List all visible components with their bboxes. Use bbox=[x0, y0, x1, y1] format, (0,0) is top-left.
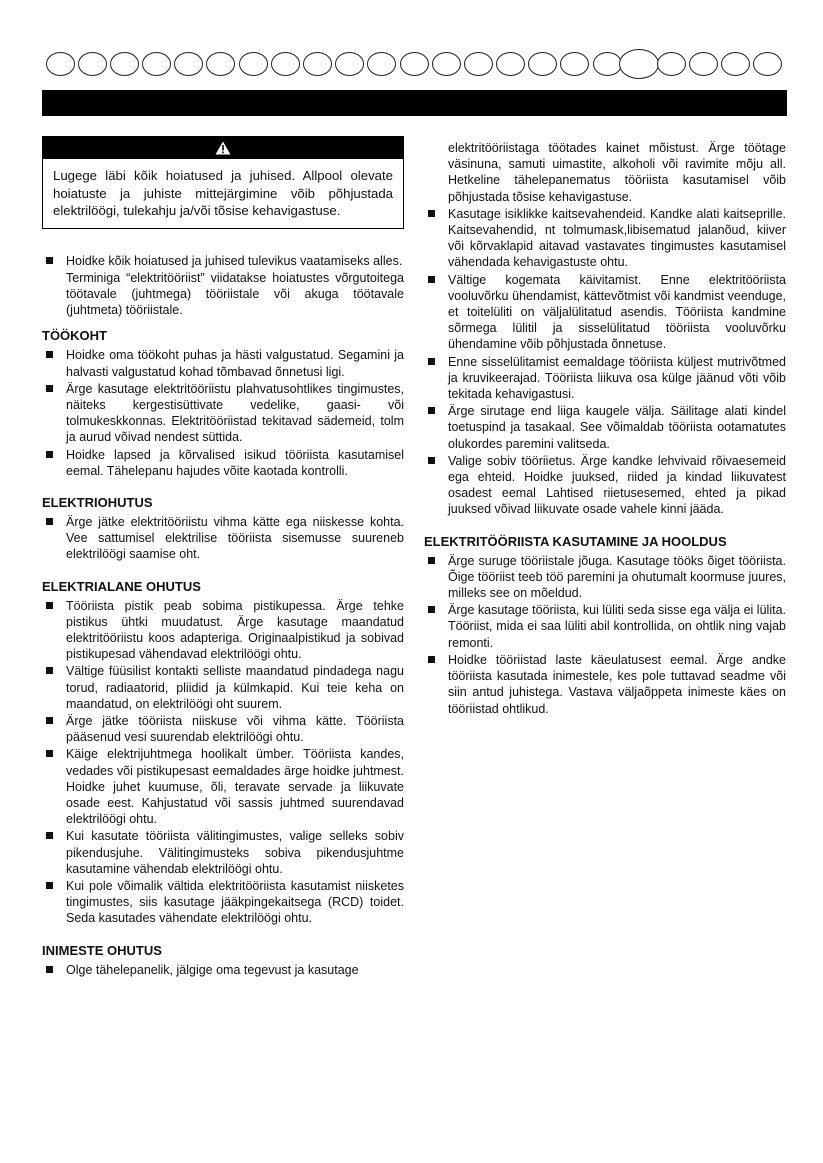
warning-box bbox=[42, 136, 404, 229]
language-oval bbox=[174, 52, 203, 76]
bullet-square-icon bbox=[46, 518, 53, 525]
language-oval bbox=[78, 52, 107, 76]
language-oval bbox=[271, 52, 300, 76]
list-item bbox=[42, 746, 404, 827]
bullet-square-icon bbox=[46, 602, 53, 609]
language-oval bbox=[619, 49, 659, 79]
list-item bbox=[424, 206, 786, 271]
language-oval bbox=[335, 52, 364, 76]
list-item-text: Kasutage isiklikke kaitsevahendeid. Kandke alati kaitseprille. Kaitsevahendid, nt tolmumask,libisematud jalanõud, kiiver või kõrvaklapid aitavad vastavates tingimustes kasutamisel vähendada kehavigastuste ohtu. bbox=[448, 206, 786, 270]
language-selector-strip bbox=[44, 52, 784, 80]
bullet-square-icon bbox=[46, 832, 53, 839]
language-oval bbox=[142, 52, 171, 76]
section-title: ELEKTRIOHUTUS bbox=[42, 494, 153, 510]
right-section-items bbox=[424, 553, 786, 717]
list-item bbox=[42, 962, 404, 978]
bullet-square-icon bbox=[428, 276, 435, 283]
section-title: TÖÖKOHT bbox=[42, 328, 107, 344]
language-oval bbox=[593, 52, 622, 76]
list-item-text: Hoidke oma töökoht puhas ja hästi valgustatud. Segamini ja halvasti valgustatud kohad tõmbavad õnnetusi ligi. bbox=[66, 348, 404, 379]
list-item bbox=[42, 663, 404, 712]
list-item-text: Ärge sirutage end liiga kaugele välja. Säilitage alati kindel toetuspind ja tasakaal. See võimaldab tööriista ootamatutes olukordes paremini valitseda. bbox=[448, 404, 786, 451]
list-item bbox=[42, 514, 404, 563]
section-title: ELEKTRIALANE OHUTUS bbox=[42, 578, 201, 594]
language-oval bbox=[753, 52, 782, 76]
language-oval bbox=[400, 52, 429, 76]
list-item-text: Olge tähelepanelik, jälgige oma tegevust ja kasutage bbox=[66, 962, 359, 977]
list-item bbox=[424, 553, 786, 602]
header-bar bbox=[42, 90, 787, 116]
list-item-text: Ärge suruge tööriistale jõuga. Kasutage tööks õiget tööriista. Õige tööriist teeb töö paremini ja ohutumalt koormuse juures, milleks see on mõeldud. bbox=[448, 553, 786, 601]
language-oval bbox=[721, 52, 750, 76]
list-item-text: Enne sisselülitamist eemaldage tööriista küljest mutrivõtmed ja kruvikeerajad. Tööriista liikuva osa külge jäänud võti võib tekitada kehavigastusi. bbox=[448, 354, 786, 402]
language-oval bbox=[303, 52, 332, 76]
list-item bbox=[42, 381, 404, 446]
list-item-text: Kui kasutate tööriista välitingimustes, valige selleks sobiv pikendusjuhe. Välitingimusteks sobiva pikendusjuhtme kasutamine vähendab elektrilöögi ohtu. bbox=[66, 829, 404, 876]
language-oval bbox=[432, 52, 461, 76]
list-item-text: Ärge jätke elektritööriistu vihma kätte ega niiskesse kohta. Vee sattumisel elektrilise tööriista sisemusse suureneb elektrilöögi saamise oht. bbox=[66, 514, 404, 562]
list-item bbox=[42, 253, 404, 269]
warning-text: Lugege läbi kõik hoiatused ja juhised. Allpool olevate hoiatuste ja juhiste mittejärgimine võib põhjustada elektrilöögi, tulekahju ja/või tõsise kehavigastuse. bbox=[53, 168, 393, 218]
language-oval bbox=[528, 52, 557, 76]
left-column bbox=[42, 136, 404, 979]
list-item-text: Hoidke tööriistad laste käeulatusest eemal. Ärge andke tööriista kasutada inimestele, kes pole tuttavad seadme või siin antud juhistega. Vastava väljaõppeta inimeste käes on tööriistad ohtlikud. bbox=[448, 652, 786, 716]
list-item bbox=[424, 453, 786, 518]
list-item bbox=[42, 828, 404, 877]
bullet-square-icon bbox=[46, 451, 53, 458]
list-item-text: Ärge jätke tööriista niiskuse või vihma kätte. Tööriista pääsenud vesi suurendab elektrilöögi ohtu. bbox=[66, 713, 404, 745]
list-item-text: Vältige füüsilist kontakti selliste maandatud pindadega nagu torud, radiaatorid, pliidid ja külmkapid. Kui teie keha on maandatud, on elektrilöögi oht suurem. bbox=[66, 664, 404, 711]
list-item-text: Hoidke lapsed ja kõrvalised isikud tööriista kasutamisel eemal. Tähelepanu hajudes võite kaotada kontrolli. bbox=[66, 447, 404, 478]
language-oval bbox=[689, 52, 718, 76]
intro-paragraph: Terminiga “elektritööriist” viidatakse hoiatustes võrgutoitega töötavale (juhtmega) tööriistale või akuga töötavale (juhtmeta) tööriistale. bbox=[66, 270, 404, 318]
bullet-square-icon bbox=[46, 750, 53, 757]
list-item-text: Kui pole võimalik vältida elektritööriista kasutamist niisketes tingimustes, siis kasutage jääkpingekaitsega (RCD) toidet. Seda kasutades vähendate elektrilöögi ohtu. bbox=[66, 879, 404, 926]
list-item-text: Ärge kasutage elektritööriistu plahvatusohtlikes tingimustes, näiteks kergestisüttivate vedelike, gaasi- või tolmukeskkonnas. Elektritööriistad tekitavad sädemeid, tolm ja aurud võivad nendest süttida. bbox=[66, 381, 404, 445]
language-oval bbox=[657, 52, 686, 76]
language-oval bbox=[496, 52, 525, 76]
list-item-text: Vältige kogemata käivitamist. Enne elektritööriista vooluvõrku ühendamist, kättevõtmist või kandmist veenduge, et toitelüliti on väljalülitatud asendis. Tööriista kandmine sõrmega lülitil ja sisselülitatud tööriista vooluvõrku ühendamine võib põhjustada õnnetuse. bbox=[448, 272, 786, 352]
list-item bbox=[42, 447, 404, 479]
language-oval bbox=[560, 52, 589, 76]
warning-header bbox=[43, 137, 403, 159]
bullet-square-icon bbox=[46, 257, 53, 264]
bullet-square-icon bbox=[428, 210, 435, 217]
section-title: ELEKTRITÖÖRIISTA KASUTAMINE JA HOOLDUS bbox=[424, 533, 727, 549]
bullet-square-icon bbox=[46, 667, 53, 674]
bullet-square-icon bbox=[46, 966, 53, 973]
list-item-text: Valige sobiv tööriietus. Ärge kandke lehvivaid rõivaesemeid ega ehteid. Hoidke juuksed, riided ja kindad liikuvatest osadest eemal Lahtised riietusesemed, ehted ja pikad juuksed võivad liikuvate osade vahele kinni jääda. bbox=[448, 453, 786, 517]
list-item bbox=[424, 652, 786, 717]
language-oval bbox=[464, 52, 493, 76]
list-item bbox=[42, 878, 404, 927]
bullet-square-icon bbox=[46, 882, 53, 889]
list-item bbox=[424, 354, 786, 403]
continuation-paragraph: elektritööriistaga töötades kainet mõistust. Ärge töötage väsinuna, samuti uimastite, alkoholi või ravimite mõju all. Hetkeline tähelepanematus tööriista kasutamisel võib põhjustada tõsise kehavigastuse. bbox=[448, 141, 786, 204]
list-item-text: Käige elektrijuhtmega hoolikalt ümber. Tööriista kandes, vedades või pistikupesast eemaldades ärge hoidke juhtmest. Hoidke juhet kuumuse, õli, teravate servade ja liikuvate osade eest. Kahjustatud või sassis juhtmed suurendavad elektrilöögi ohtu. bbox=[66, 747, 404, 827]
bullet-square-icon bbox=[428, 457, 435, 464]
right-column bbox=[424, 140, 786, 718]
list-item-text: Hoidke kõik hoiatused ja juhised tulevikus vaatamiseks alles. bbox=[66, 253, 403, 268]
language-oval bbox=[367, 52, 396, 76]
list-item bbox=[424, 602, 786, 651]
bullet-square-icon bbox=[46, 385, 53, 392]
list-item bbox=[424, 403, 786, 452]
bullet-square-icon bbox=[428, 606, 435, 613]
list-item-text: Tööriista pistik peab sobima pistikupessa. Ärge tehke pistikus ühtki muudatust. Ärge kasutage maandatud elektritööriistu koos adapteriga. Originaalpistikud ja sobivad pistikupesad vähendavad elektrilöögi ohtu. bbox=[66, 598, 404, 662]
left-sections bbox=[42, 328, 404, 978]
bullet-square-icon bbox=[428, 358, 435, 365]
language-oval bbox=[110, 52, 139, 76]
language-oval bbox=[206, 52, 235, 76]
bullet-square-icon bbox=[428, 557, 435, 564]
bullet-square-icon bbox=[46, 717, 53, 724]
bullet-square-icon bbox=[46, 351, 53, 358]
language-oval bbox=[46, 52, 75, 76]
list-item bbox=[42, 598, 404, 663]
bullet-square-icon bbox=[428, 656, 435, 663]
language-oval bbox=[239, 52, 268, 76]
list-item bbox=[42, 347, 404, 379]
section-title: INIMESTE OHUTUS bbox=[42, 942, 162, 958]
list-item bbox=[424, 272, 786, 353]
right-items bbox=[424, 206, 786, 518]
list-item bbox=[42, 713, 404, 745]
bullet-square-icon bbox=[428, 407, 435, 414]
list-item-text: Ärge kasutage tööriista, kui lüliti seda sisse ega välja ei lülita. Tööriist, mida ei saa lüliti abil kontrollida, on ohtlik ning vajab remonti. bbox=[448, 603, 786, 650]
warning-triangle-icon bbox=[215, 141, 231, 155]
